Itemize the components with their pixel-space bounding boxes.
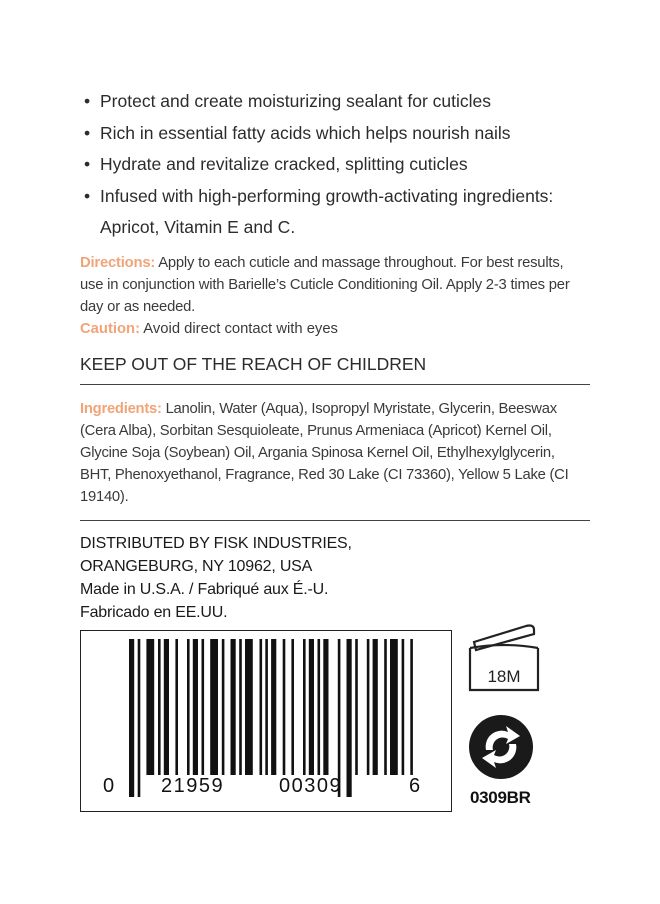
barcode-right-digits: 00309 — [279, 775, 343, 797]
benefit-item: • Hydrate and revitalize cracked, splitting cuticles — [84, 149, 604, 181]
caution-text: Avoid direct contact with eyes — [143, 321, 338, 337]
barcode-bar — [202, 639, 205, 775]
barcode — [80, 630, 452, 812]
child-warning: KEEP OUT OF THE REACH OF CHILDREN — [80, 354, 427, 374]
barcode-bar — [265, 639, 268, 775]
directions-text: Apply to each cuticle and massage throughout. For best results, use in conjunction with Barielle’s Cuticle Conditioning Oil. Apply 2-3 times per day or as needed. — [80, 255, 570, 315]
barcode-bar — [390, 639, 398, 775]
barcode-bar — [175, 639, 178, 775]
barcode-bar — [367, 639, 370, 775]
green-dot-recycle-icon — [466, 712, 536, 787]
distributor-line: Fabricado en EE.UU. — [80, 604, 228, 621]
barcode-bar — [231, 639, 236, 775]
barcode-bar — [164, 639, 169, 775]
barcode-left-digits: 21959 — [161, 775, 225, 797]
caution-label: Caution: — [80, 321, 140, 337]
barcode-bar — [146, 639, 154, 775]
barcode-bar — [138, 639, 141, 797]
ingredients-text: Lanolin, Water (Aqua), Isopropyl Myristate, Glycerin, Beeswax (Cera Alba), Sorbitan Sesquioleate, Prunus Armeniaca (Apricot) Kernel Oil, Glycine Soja (Soybean) Oil, Argania Spinosa Kernel Oil, Ethylhexylglycerin, BHT, Phenoxyethanol, Fragrance, Red 30 Lake (CI 73360), Yellow 5 Lake (CI 19140). — [80, 401, 569, 505]
caution-paragraph — [80, 318, 580, 340]
benefit-item: • Infused with high-performing growth-activating ingredients: Apricot, Vitamin E and C. — [84, 181, 604, 244]
benefit-item: • Rich in essential fatty acids which helps nourish nails — [84, 118, 604, 150]
barcode-bar — [158, 639, 161, 775]
barcode-bar — [318, 639, 321, 775]
barcode-bar — [129, 639, 134, 797]
distributor-line: DISTRIBUTED BY FISK INDUSTRIES, — [80, 535, 352, 552]
period-after-opening-icon — [462, 612, 546, 699]
barcode-bar — [402, 639, 405, 775]
directions-paragraph — [80, 252, 580, 318]
barcode-bar — [222, 639, 225, 775]
divider — [80, 384, 590, 385]
barcode-bar — [355, 639, 358, 775]
barcode-bar — [384, 639, 387, 775]
barcode-first-digit: 0 — [103, 775, 116, 797]
barcode-bar — [373, 639, 378, 775]
barcode-last-digit: 6 — [409, 775, 422, 797]
barcode-bar — [187, 639, 190, 775]
product-code: 0309BR — [470, 788, 531, 807]
pao-label: 18M — [487, 667, 521, 686]
barcode-bars — [81, 631, 451, 811]
benefit-item: • Protect and create moisturizing sealant for cuticles — [84, 86, 604, 118]
divider — [80, 520, 590, 521]
benefits-list — [84, 86, 604, 244]
barcode-bar — [245, 639, 253, 775]
barcode-bar — [309, 639, 314, 775]
ingredients-paragraph — [80, 398, 580, 508]
ingredients-label: Ingredients: — [80, 401, 162, 417]
barcode-bar — [323, 639, 328, 775]
distributor-line: ORANGEBURG, NY 10962, USA — [80, 558, 313, 575]
distributor-line: Made in U.S.A. / Fabriqué aux É.-U. — [80, 581, 329, 598]
barcode-bar — [347, 639, 352, 797]
barcode-bar — [239, 639, 242, 775]
directions-label: Directions: — [80, 255, 156, 271]
barcode-bar — [271, 639, 276, 775]
barcode-bar — [338, 639, 341, 797]
barcode-bar — [291, 639, 294, 775]
barcode-bar — [210, 639, 218, 775]
barcode-bar — [410, 639, 413, 775]
barcode-bar — [193, 639, 198, 775]
barcode-bar — [283, 639, 286, 775]
barcode-bar — [260, 639, 263, 775]
barcode-bar — [303, 639, 306, 775]
distributor-info — [80, 532, 352, 624]
